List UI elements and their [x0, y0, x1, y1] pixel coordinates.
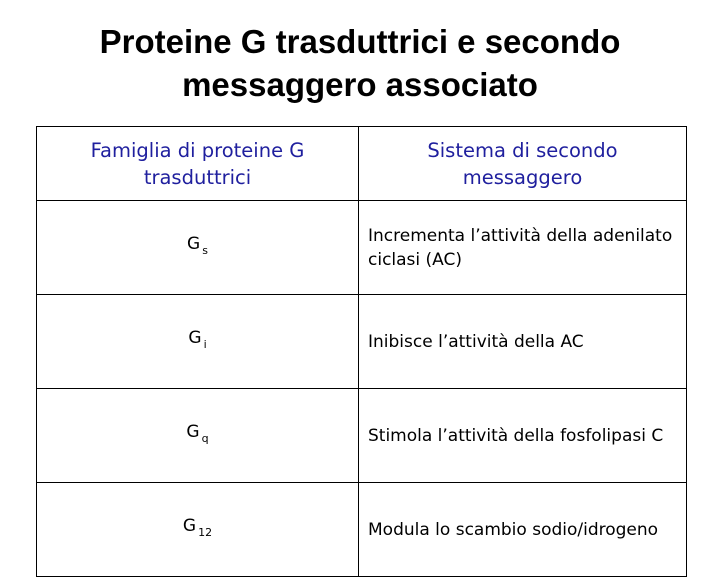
g-protein-base: G: [187, 234, 201, 254]
table-row: [37, 295, 687, 389]
g-protein-base: G: [182, 516, 197, 536]
slide-title: [0, 20, 720, 106]
g-protein-name: [37, 483, 359, 577]
header-protein-family: Famiglia di proteine G trasduttrici: [37, 127, 359, 201]
table-header-row: [37, 127, 687, 201]
slide-title-line-1: Proteine G trasduttrici e secondo: [99, 23, 621, 60]
g-protein-subscript: s: [202, 244, 208, 257]
second-messenger-description: Modula lo scambio sodio/idrogeno: [359, 483, 687, 577]
table-row: [37, 483, 687, 577]
header-second-messenger: Sistema di secondo messaggero: [359, 127, 687, 201]
g-protein-base: G: [186, 422, 200, 442]
second-messenger-description: Inibisce l’attività della AC: [359, 295, 687, 389]
g-protein-base: G: [188, 328, 202, 348]
g-protein-subscript: q: [201, 432, 209, 445]
table-row: [37, 389, 687, 483]
table-row: [37, 201, 687, 295]
g-protein-name: [37, 389, 359, 483]
g-protein-subscript: 12: [198, 526, 213, 539]
g-protein-name: [37, 295, 359, 389]
g-protein-subscript: i: [203, 338, 207, 351]
second-messenger-description: Stimola l’attività della fosfolipasi C: [359, 389, 687, 483]
g-protein-table: [36, 126, 687, 577]
second-messenger-description: Incrementa l’attività della adenilato ciclasi (AC): [359, 201, 687, 295]
g-protein-name: [37, 201, 359, 295]
slide-title-line-2: messaggero associato: [182, 66, 538, 103]
